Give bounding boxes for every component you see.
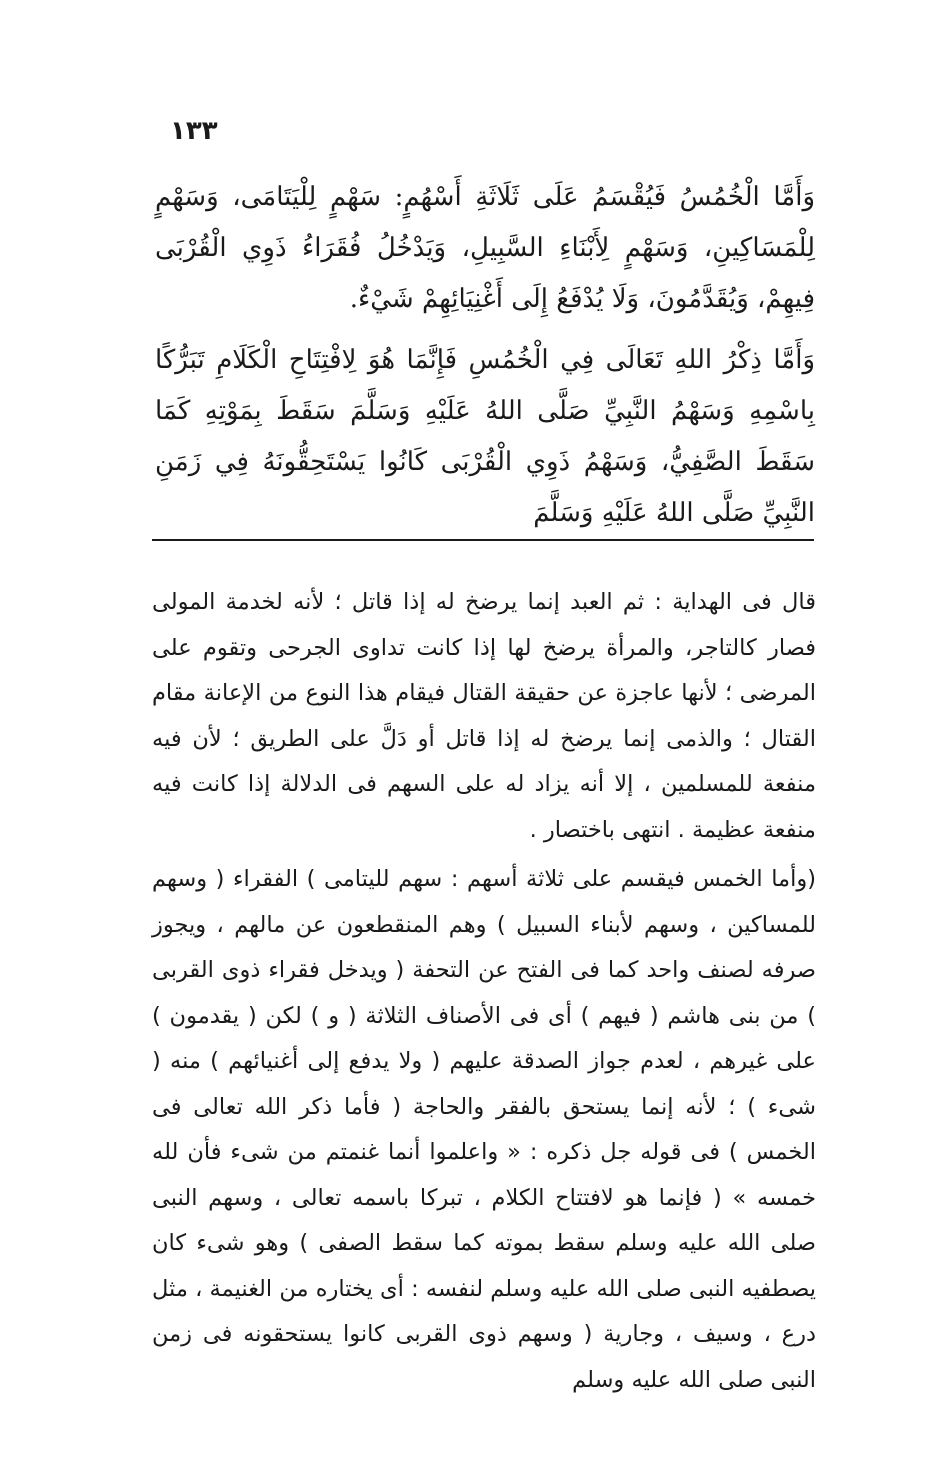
main-text — [155, 172, 815, 539]
commentary-paragraph-2: (وأما الخمس فيقسم على ثلاثة أسهم : سهم لليتامى ) الفقراء ( وسهم للمساكين ، وسهم لأبناء السبيل ) وهم المنقطعون عن مالهم ، ويجوز صرفه لصنف واحد كما فى الفتح عن التحفة ( ويدخل فقراء ذوى القربى ) من بنى هاشم ( فيهم ) أى فى الأصناف الثلاثة ( و ) لكن ( يقدمون ) على غيرهم ، لعدم جواز الصدقة عليهم ( ولا يدفع إلى أغنيائهم ) منه ( شىء ) ؛ لأنه إنما يستحق بالفقر والحاجة ( فأما ذكر الله تعالى فى الخمس ) فى قوله جل ذكره : « واعلموا أنما غنمتم من شىء فأن لله خمسه » ( فإنما هو لافتتاح الكلام ، تبركا باسمه تعالى ، وسهم النبى صلى الله عليه وسلم سقط بموته كما سقط الصفى ) وهو شىء كان يصطفيه النبى صلى الله عليه وسلم لنفسه : أى يختاره من الغنيمة ، مثل درع ، وسيف ، وجارية ( وسهم ذوى القربى كانوا يستحقونه فى زمن النبى صلى الله عليه وسلم — [152, 866, 816, 1393]
main-text-paragraph-2: وَأَمَّا ذِكْرُ اللهِ تَعَالَى فِي الْخُمُسِ فَإِنَّمَا هُوَ لِافْتِتَاحِ الْكَلَامِ تَبَرُّكًا بِاسْمِهِ وَسَهْمُ النَّبِيِّ صَلَّى اللهُ عَلَيْهِ وَسَلَّمَ سَقَطَ بِمَوْتِهِ كَمَا سَقَطَ الصَّفِيُّ، وَسَهْمُ ذَوِي الْقُرْبَى كَانُوا يَسْتَحِقُّونَهُ فِي زَمَنِ النَّبِيِّ صَلَّى اللهُ عَلَيْهِ وَسَلَّمَ — [155, 345, 815, 528]
section-divider — [152, 539, 814, 541]
commentary-paragraph-1: قال فى الهداية : ثم العبد إنما يرضخ له إذا قاتل ؛ لأنه لخدمة المولى فصار كالتاجر، والمرأة يرضخ لها إذا كانت تداوى الجرحى وتقوم على المرضى ؛ لأنها عاجزة عن حقيقة القتال فيقام هذا النوع من الإعانة مقام القتال ؛ والذمى إنما يرضخ له إذا قاتل أو دَلَّ على الطريق ؛ لأن فيه منفعة للمسلمين ، إلا أنه يزاد له على السهم فى الدلالة إذا كانت فيه منفعة عظيمة . انتهى باختصار . — [152, 589, 816, 843]
commentary-text — [152, 580, 816, 1403]
page-number: ١٣٣ — [170, 116, 218, 146]
main-text-paragraph-1: وَأَمَّا الْخُمُسُ فَيُقْسَمُ عَلَى ثَلَاثَةِ أَسْهُمٍ: سَهْمٍ لِلْيَتَامَى، وَسَهْمٍ لِلْمَسَاكِينِ، وَسَهْمٍ لِأَبْنَاءِ السَّبِيلِ، وَيَدْخُلُ فُقَرَاءُ ذَوِي الْقُرْبَى فِيهِمْ، وَيُقَدَّمُونَ، وَلَا يُدْفَعُ إِلَى أَغْنِيَائِهِمْ شَيْءٌ. — [155, 182, 815, 314]
